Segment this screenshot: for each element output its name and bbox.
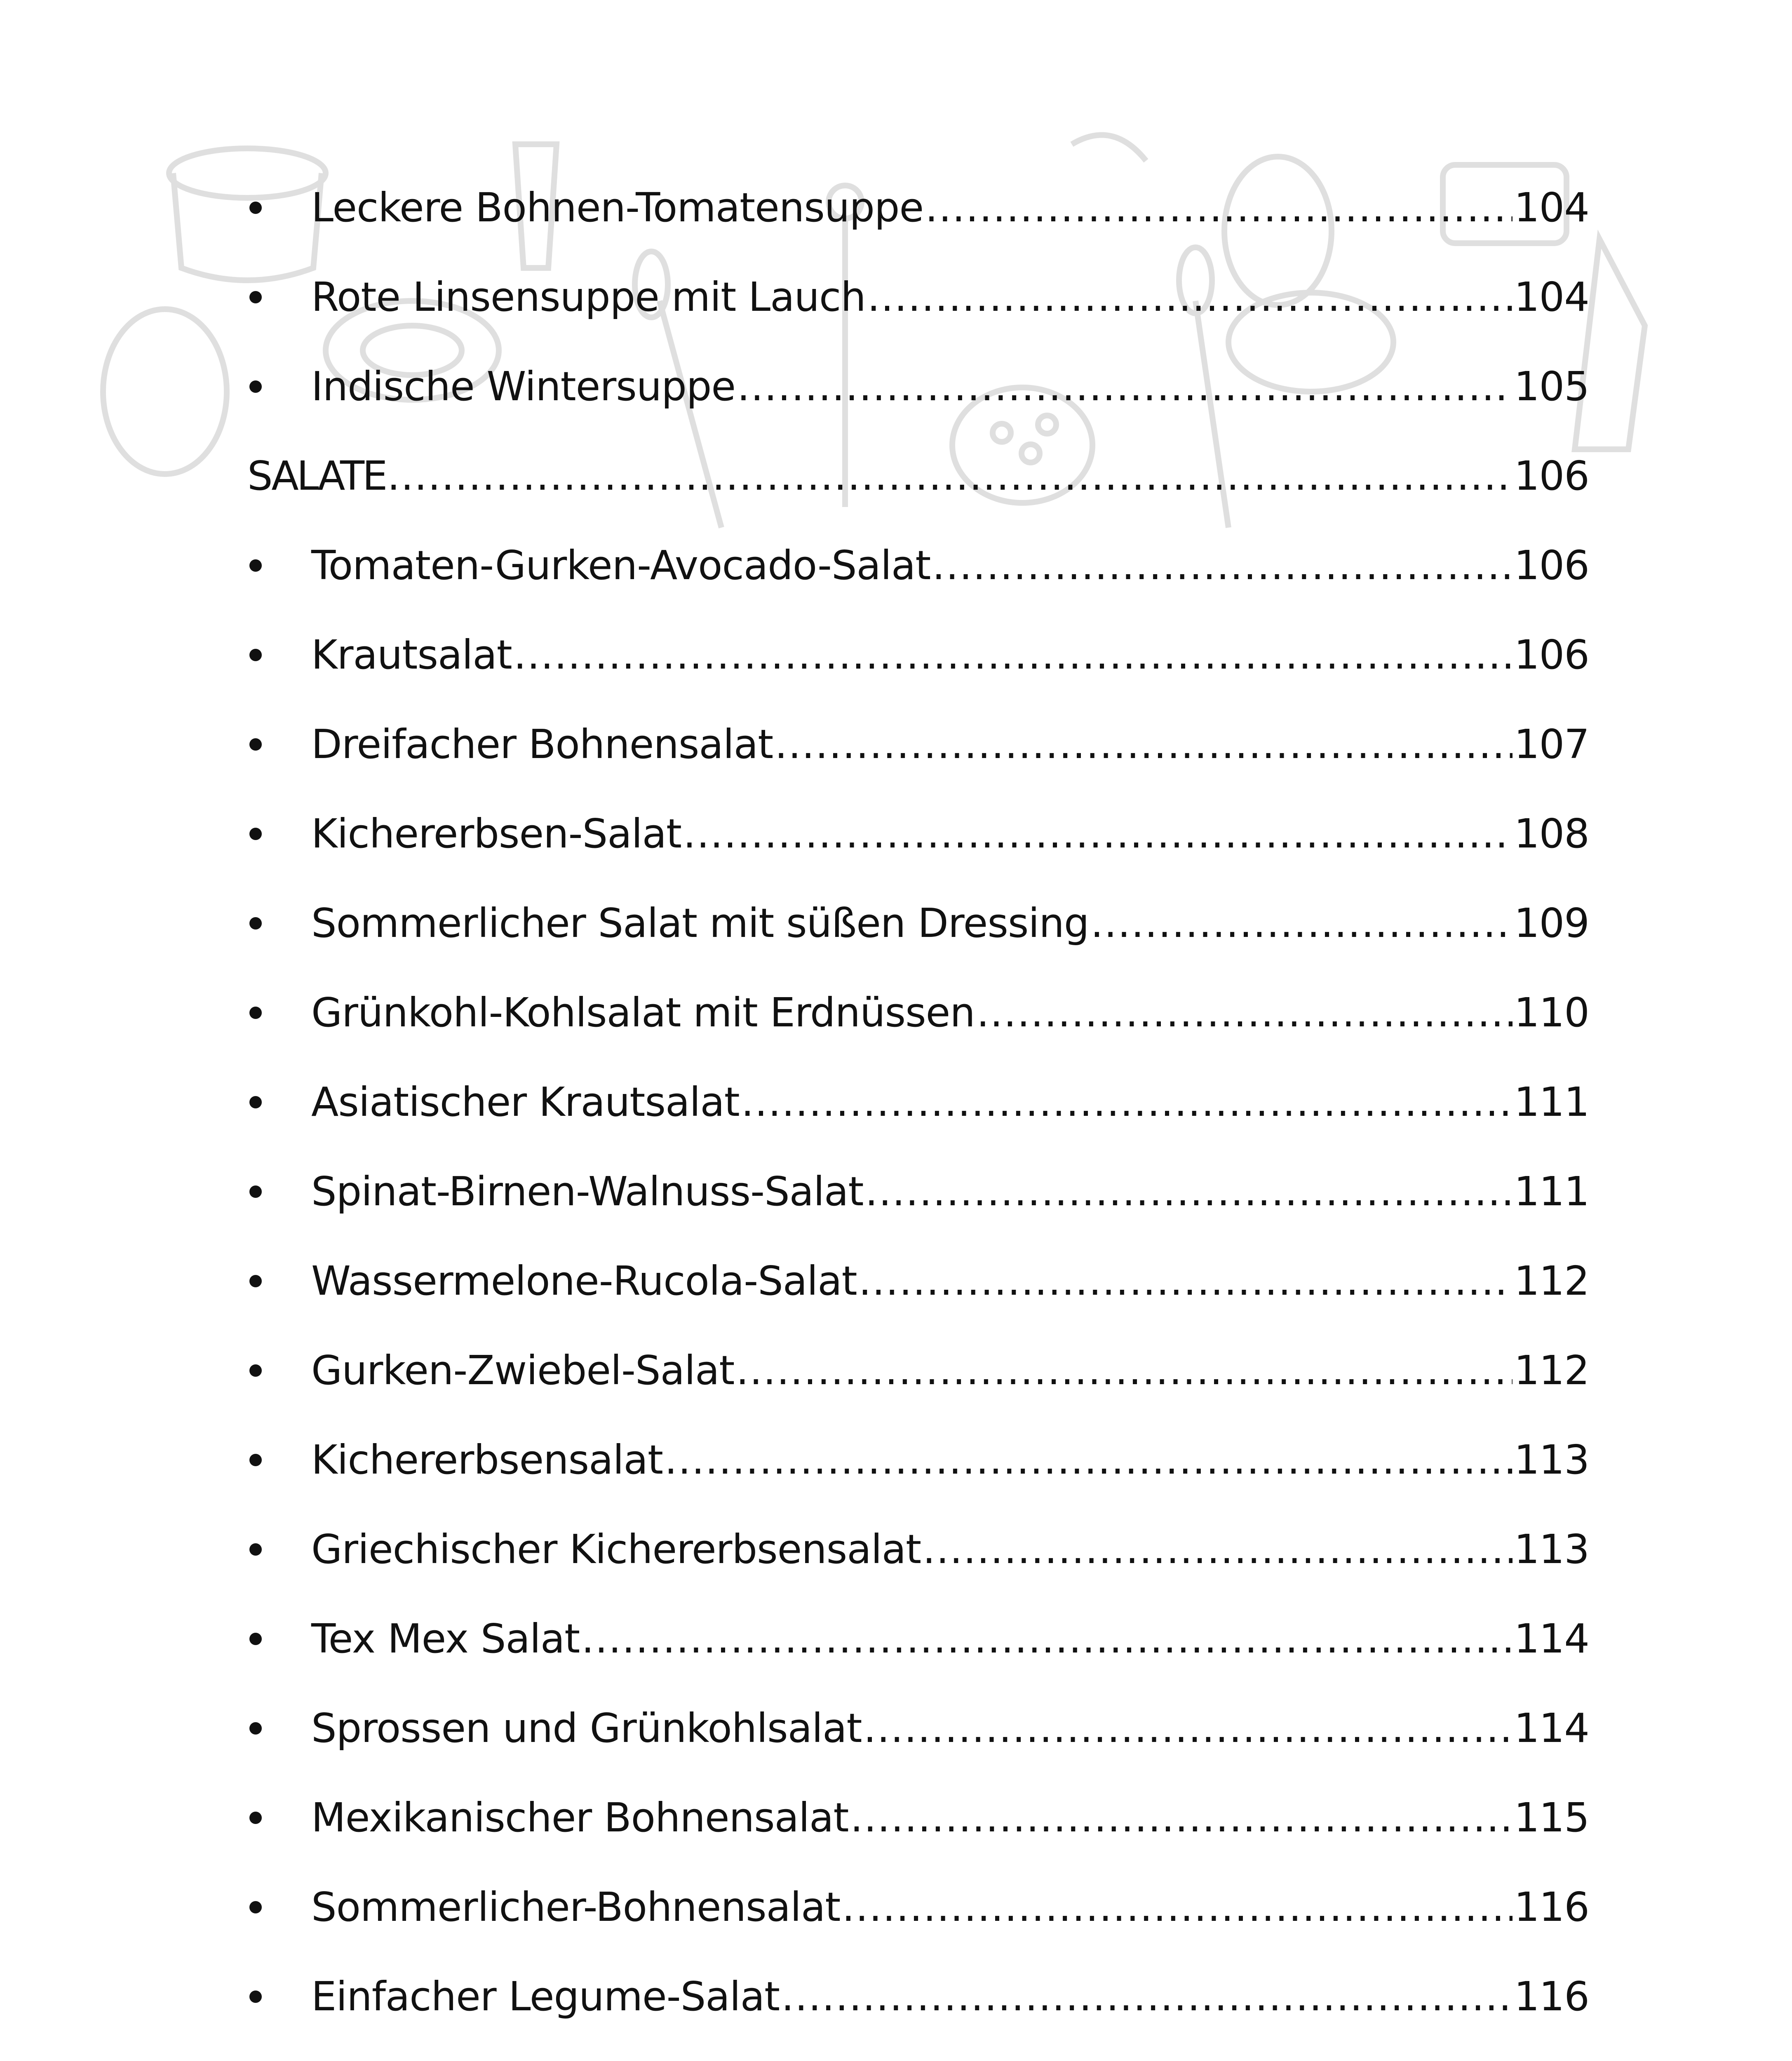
bullet-icon [249,291,262,303]
toc-entry[interactable] [243,1147,1589,1236]
toc-entry-page: 106 [1514,631,1589,678]
bullet-icon [249,917,262,930]
toc-entry-title: Griechischer Kichererbsensalat [311,1526,921,1573]
dot-leader [859,1261,1513,1301]
toc-entry-line [311,810,1589,857]
toc-entry[interactable] [243,1952,1589,2041]
toc-entry-title: Asiatischer Krautsalat [311,1079,740,1125]
toc-entry-title: Rote Linsensuppe mit Lauch [311,274,866,320]
bullet-icon [249,1633,262,1645]
toc-entry[interactable] [243,968,1589,1057]
toc-entry-page: 107 [1514,721,1589,768]
bullet-icon [249,1185,262,1198]
bullet-icon [249,828,262,840]
bullet-icon [249,1722,262,1735]
bullet-icon [249,1096,262,1108]
toc-entry[interactable] [243,789,1589,878]
dot-leader [850,1798,1513,1838]
toc-section-heading[interactable] [243,431,1589,521]
dot-leader [925,188,1513,228]
toc-entry[interactable] [243,163,1589,252]
bullet-icon [249,649,262,661]
toc-entry-line [311,1079,1589,1125]
dot-leader [842,1887,1512,1927]
toc-entry[interactable] [243,1236,1589,1326]
toc-entry-title: Sommerlicher-Bohnensalat [311,1884,841,1930]
toc-heading-title: SALATE [247,453,386,499]
toc-entry-page: 115 [1514,1794,1589,1841]
toc-entry[interactable] [243,1505,1589,1594]
toc-entry-line [311,1615,1589,1662]
dot-leader [932,545,1512,585]
toc-entry-page: 112 [1514,1258,1589,1304]
toc-entry-line [311,1705,1589,1751]
toc-entry[interactable] [243,342,1589,431]
toc-entry-line [311,631,1589,678]
dot-leader [1090,903,1512,943]
toc-entry-line [311,721,1589,768]
dot-leader [864,1708,1513,1748]
bullet-icon [249,1364,262,1377]
toc-entry[interactable] [243,1415,1589,1505]
toc-entry-title: Tex Mex Salat [311,1615,580,1662]
toc-entry-page: 112 [1514,1347,1589,1394]
toc-entry-page: 104 [1514,184,1589,231]
toc-entry-line [311,1168,1589,1215]
toc-entry[interactable] [243,252,1589,342]
toc-entry-line [311,1258,1589,1304]
toc-entry-page: 116 [1514,1884,1589,1930]
toc-entry[interactable] [243,1326,1589,1415]
dot-leader [775,724,1513,764]
toc-entry-line [311,900,1589,946]
toc-entry-page: 116 [1514,1973,1589,2020]
toc-entry-title: Kichererbsen-Salat [311,810,682,857]
bullet-icon [249,1543,262,1556]
bullet-icon [249,1007,262,1019]
toc-entry-title: Spinat-Birnen-Walnuss-Salat [311,1168,864,1215]
toc-entry-title: Mexikanischer Bohnensalat [311,1794,849,1841]
bullet-icon [249,1275,262,1287]
dot-leader [581,1619,1513,1659]
toc-entry-title: Tomaten-Gurken-Avocado-Salat [311,542,931,589]
toc-entry-line [311,989,1589,1036]
toc-entry-page: 106 [1514,542,1589,589]
dot-leader [781,1976,1513,2016]
toc-entry-line [311,1437,1589,1483]
toc-entry[interactable] [243,521,1589,610]
toc-entry-line [311,274,1589,320]
toc-entry-page: 114 [1514,1705,1589,1751]
bullet-icon [249,202,262,214]
toc-entry-title: Sommerlicher Salat mit süßen Dressing [311,900,1089,946]
toc-entry-page: 108 [1514,810,1589,857]
bullet-icon [249,559,262,572]
toc-entry-line [311,1347,1589,1394]
toc-entry-page: 110 [1514,989,1589,1036]
toc-entry-line [311,184,1589,231]
toc-entry-line [311,1973,1589,2020]
toc-entry[interactable] [243,700,1589,789]
toc-entry-page: 111 [1514,1079,1589,1125]
toc-entry-title: Wassermelone-Rucola-Salat [311,1258,857,1304]
toc-entry-line [311,363,1589,410]
toc-entry-title: Gurken-Zwiebel-Salat [311,1347,735,1394]
toc-entry[interactable] [243,1773,1589,1862]
bullet-icon [249,1991,262,2003]
bullet-icon [249,1901,262,1913]
toc-heading-line [247,453,1589,499]
toc-entry-line [311,1884,1589,1930]
bullet-icon [249,380,262,393]
toc-entry[interactable] [243,610,1589,700]
toc-entry-line [311,1526,1589,1573]
toc-entry-title: Dreifacher Bohnensalat [311,721,773,768]
toc-entry-line [311,542,1589,589]
toc-entry[interactable] [243,1057,1589,1147]
table-of-contents [243,163,1589,2061]
dot-leader [387,456,1512,496]
toc-entry-page: 114 [1514,1615,1589,1662]
toc-entry-title: Kichererbsensalat [311,1437,663,1483]
dot-leader [977,993,1513,1033]
toc-entry-page: 113 [1514,1437,1589,1483]
toc-entry[interactable] [243,1862,1589,1952]
toc-entry-title: Sprossen und Grünkohlsalat [311,1705,862,1751]
toc-entry-title: Leckere Bohnen-Tomatensuppe [311,184,924,231]
toc-entry-page: 109 [1514,900,1589,946]
toc-entry-title: Krautsalat [311,631,512,678]
toc-entry-page: 111 [1514,1168,1589,1215]
toc-entry-page: 104 [1514,274,1589,320]
toc-entry-title: Grünkohl-Kohlsalat mit Erdnüssen [311,989,975,1036]
toc-entry-title: Indische Wintersuppe [311,363,736,410]
toc-entry[interactable] [243,2041,1589,2061]
dot-leader [736,1350,1512,1390]
dot-leader [514,635,1513,675]
dot-leader [867,277,1513,317]
toc-entry[interactable] [243,1683,1589,1773]
toc-heading-page: 106 [1514,453,1589,499]
toc-entry-title: Einfacher Legume-Salat [311,1973,780,2020]
dot-leader [865,1171,1513,1211]
bullet-icon [249,738,262,751]
dot-leader [923,1529,1513,1569]
toc-entry[interactable] [243,1594,1589,1683]
toc-entry-line [311,1794,1589,1841]
bullet-icon [249,1812,262,1824]
toc-entry[interactable] [243,878,1589,968]
dot-leader [665,1440,1513,1480]
toc-entry-page: 105 [1514,363,1589,410]
bullet-icon [249,1454,262,1466]
toc-entry-page: 113 [1514,1526,1589,1573]
dot-leader [737,366,1513,406]
dot-leader [683,814,1513,854]
dot-leader [741,1082,1513,1122]
